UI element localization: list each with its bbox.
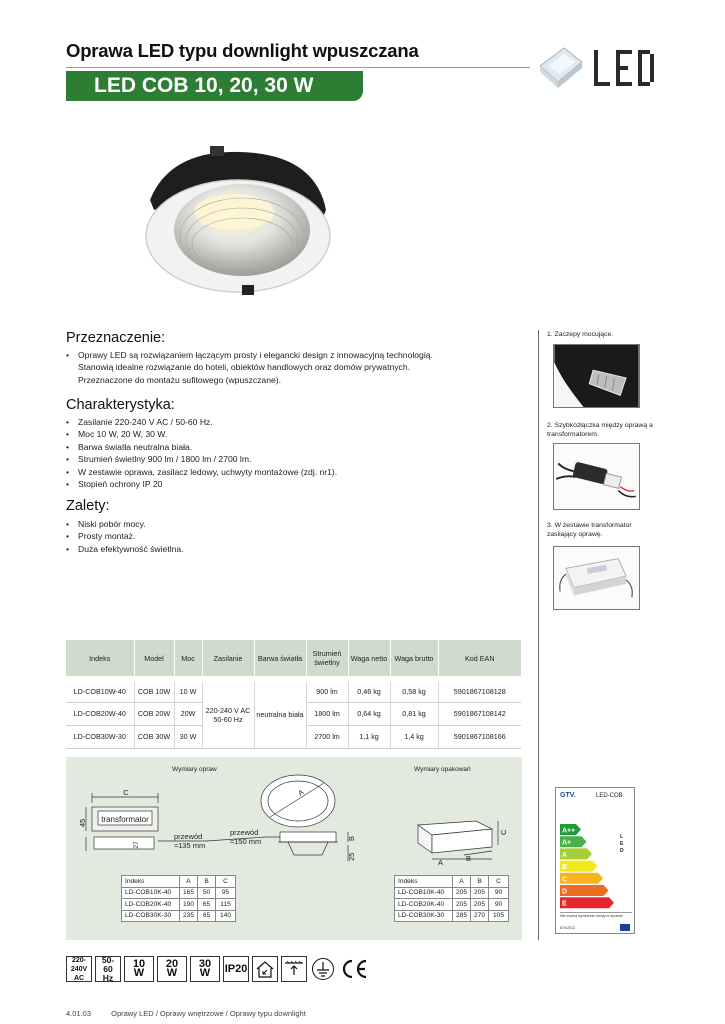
product-photo	[130, 140, 340, 300]
cell-net-weight: 0,46 kg	[348, 679, 390, 702]
characteristics-heading: Charakterystyka:	[66, 397, 175, 413]
cell: LD-COB30K-30	[395, 910, 453, 922]
cell-power: 20W	[174, 702, 202, 725]
pkg-c-label: C	[499, 829, 508, 835]
indoor-use-icon	[252, 956, 278, 982]
pkg-b-label: B	[466, 854, 472, 863]
ground-icon	[310, 956, 336, 982]
column-header: Moc	[174, 640, 202, 679]
column-header: Zasilanie	[202, 640, 254, 679]
list-item: • W zestawie oprawa, zasilacz ledowy, uchwyty montażowe (zdj. nr1).	[66, 466, 466, 478]
cell: LD-COB10K-40	[395, 887, 453, 899]
column-header: A	[453, 876, 471, 888]
cable2-line2: ≈150 mm	[230, 837, 262, 846]
cell: LD-COB30K-30	[122, 910, 180, 922]
list-item: • Prosty montaż.	[66, 530, 466, 542]
energy-class-bar	[560, 885, 609, 896]
package-dimensions-label: Wymiary opakowań	[414, 766, 471, 773]
power-20w-icon: 20 W	[157, 956, 187, 982]
cell: 50	[198, 887, 216, 899]
title-divider	[66, 67, 530, 68]
dimensions-panel	[66, 757, 522, 940]
feature-icons	[66, 956, 369, 982]
energy-class-label: A	[562, 851, 568, 859]
side-caption-3: 3. W zestawie transformator zasilający oprawę.	[547, 522, 632, 538]
dim-a-label: A	[296, 787, 306, 798]
package-dimensions-table	[394, 875, 509, 922]
column-header: Waga netto	[348, 640, 390, 679]
cell-power: 30 W	[174, 725, 202, 748]
voltage-icon: 220-240V AC	[66, 956, 92, 982]
cell-model: COB 30W	[134, 725, 174, 748]
quick-connector-photo	[553, 443, 640, 510]
cell: 190	[180, 899, 198, 911]
table-row	[395, 910, 509, 922]
cell-flux: 1800 lm	[306, 702, 348, 725]
eu-flag-icon	[620, 924, 630, 931]
cell: 90	[489, 887, 509, 899]
cell-index: LD-COB30W-30	[66, 725, 134, 748]
dim-45-label: 45	[78, 818, 87, 828]
table-row	[395, 887, 509, 899]
cell-ean: 5901867108166	[438, 725, 521, 748]
dim-27-label: 27	[133, 841, 140, 849]
column-header: Barwa światła	[254, 640, 306, 679]
cell: 65	[198, 910, 216, 922]
frequency-icon: 50-60 Hz	[95, 956, 121, 982]
purpose-list	[66, 349, 466, 386]
column-divider	[538, 330, 539, 940]
ce-mark-icon	[339, 956, 369, 982]
cell-ean: 5901867108128	[438, 679, 521, 702]
characteristics-list	[66, 416, 466, 490]
energy-class-label: D	[562, 888, 568, 896]
cell: 235	[180, 910, 198, 922]
ip-rating-icon: IP20	[223, 956, 249, 982]
column-header: Strumień świetlny	[306, 640, 348, 679]
cell: LD-COB20K-40	[395, 899, 453, 911]
table-row	[122, 876, 236, 888]
cell: 105	[489, 910, 509, 922]
column-header: Model	[134, 640, 174, 679]
table-row	[395, 899, 509, 911]
cell-power: 10 W	[174, 679, 202, 702]
cell: 205	[453, 899, 471, 911]
dimension-drawing	[66, 757, 522, 877]
energy-class-label: C	[562, 876, 568, 884]
column-header: Waga brutto	[390, 640, 438, 679]
cell: 140	[216, 910, 236, 922]
cell-ean: 5901867108142	[438, 702, 521, 725]
dim-c-label: C	[123, 788, 129, 797]
footer	[66, 1009, 306, 1018]
breadcrumb: Oprawy LED / Oprawy wnętrzowe / Oprawy typu downlight	[111, 1009, 306, 1018]
table-row	[122, 910, 236, 922]
cell-gross-weight: 1,4 kg	[390, 725, 438, 748]
page-title: Oprawa LED typu downlight wpuszczana	[66, 40, 419, 61]
table-row	[122, 887, 236, 899]
advantages-heading: Zalety:	[66, 498, 110, 514]
pkg-a-label: A	[438, 858, 444, 867]
cell: 270	[471, 910, 489, 922]
cell-net-weight: 1,1 kg	[348, 725, 390, 748]
fixture-dimensions-table	[121, 875, 236, 922]
side-caption-2: 2. Szybkozłączka między oprawą a transformatorem.	[547, 422, 653, 438]
product-title-banner: LED COB 10, 20, 30 W	[66, 71, 363, 101]
led-pixel-letters	[594, 50, 654, 86]
cell-gross-weight: 0,58 kg	[390, 679, 438, 702]
energy-class-label: E	[562, 900, 567, 908]
energy-side-letters: L E D	[620, 834, 624, 854]
cable1-line2: ≈135 mm	[174, 841, 206, 850]
transformer-photo	[553, 546, 640, 610]
cell-net-weight: 0,64 kg	[348, 702, 390, 725]
column-header: C	[489, 876, 509, 888]
list-item: • Oprawy LED są rozwiązaniem łączącym prosty i elegancki design z innowacyjną technologią. Stanowią idealne rozwiązanie do hoteli, obiektów handlowych oraz domów prywatnych. Przeznaczone do montażu sufitowego (wpuszczane).	[66, 349, 466, 386]
cell-model: COB 10W	[134, 679, 174, 702]
cell: 205	[471, 887, 489, 899]
list-item: • Zasilanie 220-240 V AC / 50-60 Hz.	[66, 416, 466, 428]
energy-label	[555, 787, 635, 934]
cell: 90	[489, 899, 509, 911]
cell: 115	[216, 899, 236, 911]
table-row	[122, 899, 236, 911]
cell: 165	[180, 887, 198, 899]
energy-brand: GTV.	[560, 792, 576, 799]
cell: 95	[216, 887, 236, 899]
column-header: Kod EAN	[438, 640, 521, 679]
list-item: • Stopień ochrony IP 20	[66, 478, 466, 490]
cell-flux: 900 lm	[306, 679, 348, 702]
list-item: • Barwa światła neutralna biała.	[66, 441, 466, 453]
cell: 65	[198, 899, 216, 911]
energy-class-label: A+	[562, 839, 572, 847]
led-panel-icon	[540, 48, 582, 88]
power-10w-icon: 10 W	[124, 956, 154, 982]
power-30w-icon: 30 W	[190, 956, 220, 982]
column-header: Indeks	[395, 876, 453, 888]
purpose-heading: Przeznaczenie:	[66, 330, 166, 346]
energy-class-label: A++	[562, 827, 576, 835]
list-item: • Duża efektywność świetlna.	[66, 543, 466, 555]
transformer-label: transformator	[101, 815, 149, 824]
title-block	[66, 40, 536, 62]
advantages-list	[66, 518, 466, 555]
table-row	[395, 876, 509, 888]
energy-class-label: B	[562, 864, 568, 872]
ceiling-mount-icon	[281, 956, 307, 982]
specification-table	[66, 640, 521, 749]
cable1-line1: przewód	[174, 832, 203, 841]
cell: 285	[453, 910, 471, 922]
column-header: B	[198, 876, 216, 888]
list-item: • Moc 10 W, 20 W, 30 W.	[66, 428, 466, 440]
energy-footnote: Nie można wymieniać lampy w oprawie	[560, 912, 632, 918]
column-header: Indeks	[122, 876, 180, 888]
list-item: • Niski pobór mocy.	[66, 518, 466, 530]
column-header: B	[471, 876, 489, 888]
cell-light-color: neutralna biała	[254, 679, 306, 748]
energy-regulation: 874/2012	[560, 926, 575, 930]
table-row	[66, 679, 521, 702]
column-header: C	[216, 876, 236, 888]
column-header: Indeks	[66, 640, 134, 679]
cell-model: COB 20W	[134, 702, 174, 725]
cell: 205	[471, 899, 489, 911]
list-item: • Strumień świetlny 900 lm / 1800 lm / 2700 lm.	[66, 453, 466, 465]
cell-index: LD-COB20W-40	[66, 702, 134, 725]
side-caption-1: 1. Zaczepy mocujące.	[547, 331, 614, 338]
page-number: 4.01.03	[66, 1009, 92, 1018]
cell: 205	[453, 887, 471, 899]
energy-model: LED-COB	[596, 793, 623, 799]
cell: LD-COB10K-40	[122, 887, 180, 899]
cell-gross-weight: 0,81 kg	[390, 702, 438, 725]
led-logo	[538, 40, 660, 96]
cell-index: LD-COB10W-40	[66, 679, 134, 702]
dim-25-label: 25	[347, 852, 356, 861]
mounting-clips-photo	[553, 344, 640, 408]
column-header: A	[180, 876, 198, 888]
cell: LD-COB20K-40	[122, 899, 180, 911]
energy-class-bar	[560, 897, 614, 908]
fixture-dimensions-label: Wymiary opraw	[172, 766, 217, 773]
cell-supply: 220-240 V AC 50-60 Hz	[202, 679, 254, 748]
cell-flux: 2700 lm	[306, 725, 348, 748]
dim-b-label: B	[347, 835, 356, 841]
cable2-line1: przewód	[230, 828, 259, 837]
